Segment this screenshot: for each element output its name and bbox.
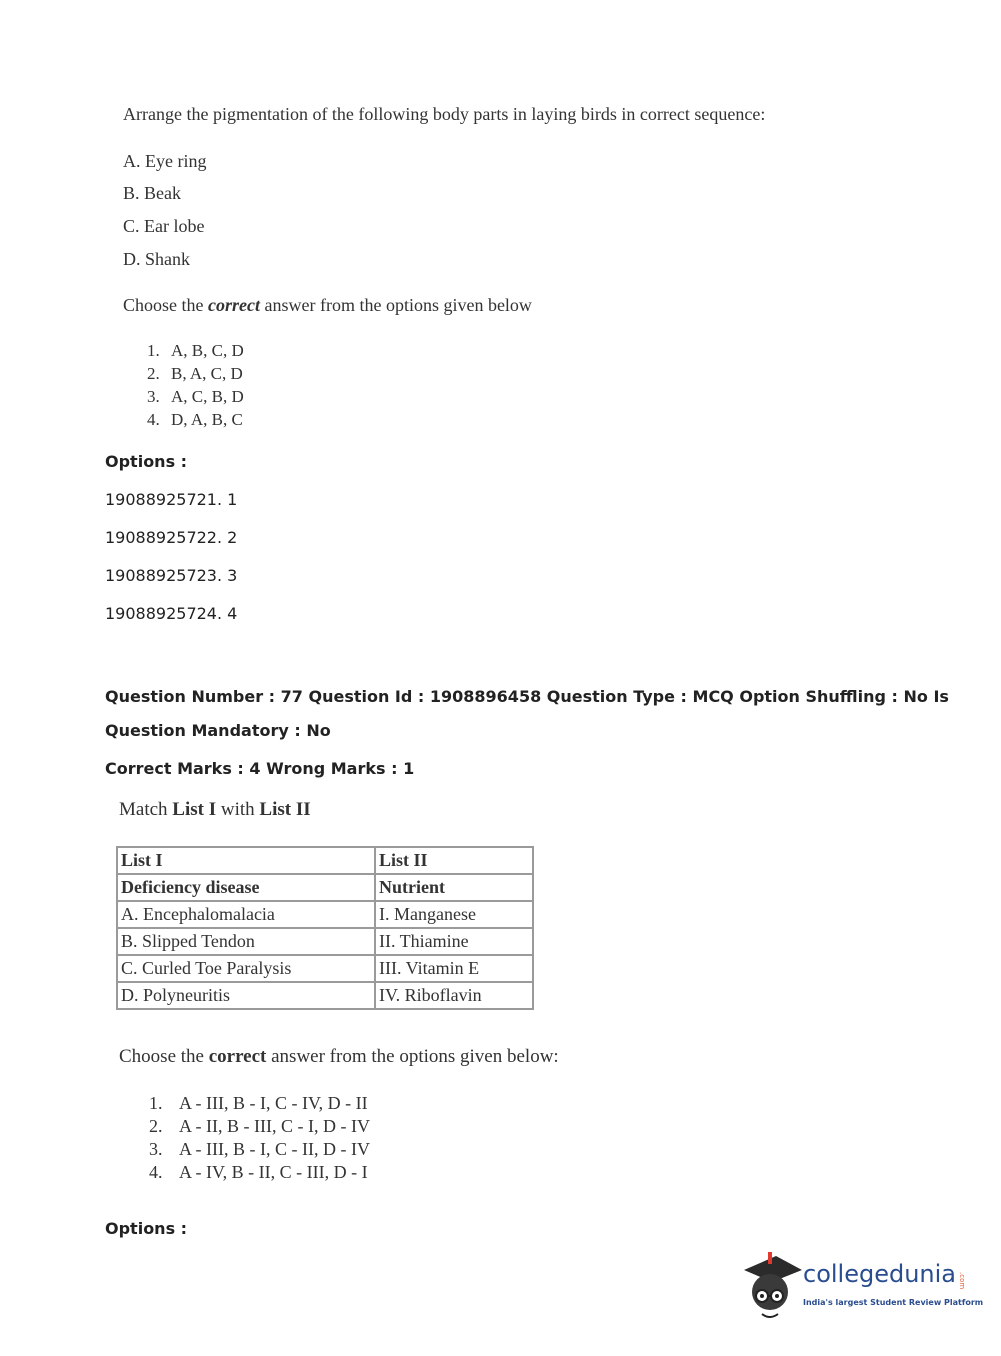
question-1-answer-option: 3. A, C, B, D bbox=[147, 387, 244, 406]
question-1-item-a: A. Eye ring bbox=[123, 151, 207, 171]
table-subheader-cell: Deficiency disease bbox=[117, 874, 375, 901]
table-cell: B. Slipped Tendon bbox=[117, 928, 375, 955]
collegedunia-mascot-icon bbox=[740, 1248, 802, 1320]
question-2-answer-option: 2. A - II, B - III, C - I, D - IV bbox=[149, 1116, 370, 1136]
table-header-cell: List I bbox=[117, 847, 375, 874]
question-2-options-heading: Options : bbox=[105, 1219, 188, 1238]
table-cell: D. Polyneuritis bbox=[117, 982, 375, 1009]
question-1-answer-option: 4. D, A, B, C bbox=[147, 410, 243, 429]
question-1-item-b: B. Beak bbox=[123, 183, 181, 203]
question-2-stem: Match List I with List II bbox=[119, 799, 311, 820]
question-2-answer-option: 3. A - III, B - I, C - II, D - IV bbox=[149, 1139, 370, 1159]
brand-tagline: India's largest Student Review Platform bbox=[803, 1298, 984, 1307]
brand-name: collegedunia bbox=[803, 1260, 957, 1288]
table-cell: IV. Riboflavin bbox=[375, 982, 533, 1009]
question-2-meta-line-1: Question Number : 77 Question Id : 1908896458 Question Type : MCQ Option Shuffling : No Is bbox=[105, 687, 949, 706]
question-2-answer-option: 4. A - IV, B - II, C - III, D - I bbox=[149, 1162, 368, 1182]
question-2-choose-instruction: Choose the correct answer from the options given below: bbox=[119, 1046, 559, 1067]
question-1-choose-instruction: Choose the correct answer from the options given below bbox=[123, 295, 532, 315]
question-1-stem: Arrange the pigmentation of the following body parts in laying birds in correct sequence: bbox=[123, 104, 766, 124]
table-cell: I. Manganese bbox=[375, 901, 533, 928]
question-2-meta-line-2: Question Mandatory : No bbox=[105, 721, 331, 740]
question-2-marks: Correct Marks : 4 Wrong Marks : 1 bbox=[105, 759, 415, 778]
table-cell: III. Vitamin E bbox=[375, 955, 533, 982]
question-1-item-d: D. Shank bbox=[123, 249, 190, 269]
question-1-options-heading: Options : bbox=[105, 452, 188, 471]
question-1-option-id: 19088925724. 4 bbox=[105, 604, 238, 623]
question-1-option-id: 19088925722. 2 bbox=[105, 528, 238, 547]
table-row bbox=[117, 982, 533, 1009]
table-subheader-row bbox=[117, 874, 533, 901]
table-header-row bbox=[117, 847, 533, 874]
brand-suffix: .com bbox=[958, 1272, 966, 1290]
question-1-answer-option: 1. A, B, C, D bbox=[147, 341, 244, 360]
question-1-option-id: 19088925721. 1 bbox=[105, 490, 238, 509]
table-cell: A. Encephalomalacia bbox=[117, 901, 375, 928]
table-row bbox=[117, 928, 533, 955]
match-table bbox=[116, 846, 534, 1010]
table-cell: C. Curled Toe Paralysis bbox=[117, 955, 375, 982]
table-row bbox=[117, 901, 533, 928]
question-2-answer-option: 1. A - III, B - I, C - IV, D - II bbox=[149, 1093, 368, 1113]
question-1-item-c: C. Ear lobe bbox=[123, 216, 205, 236]
table-header-cell: List II bbox=[375, 847, 533, 874]
table-cell: II. Thiamine bbox=[375, 928, 533, 955]
table-subheader-cell: Nutrient bbox=[375, 874, 533, 901]
question-1-answer-option: 2. B, A, C, D bbox=[147, 364, 243, 383]
table-row bbox=[117, 955, 533, 982]
question-1-option-id: 19088925723. 3 bbox=[105, 566, 238, 585]
